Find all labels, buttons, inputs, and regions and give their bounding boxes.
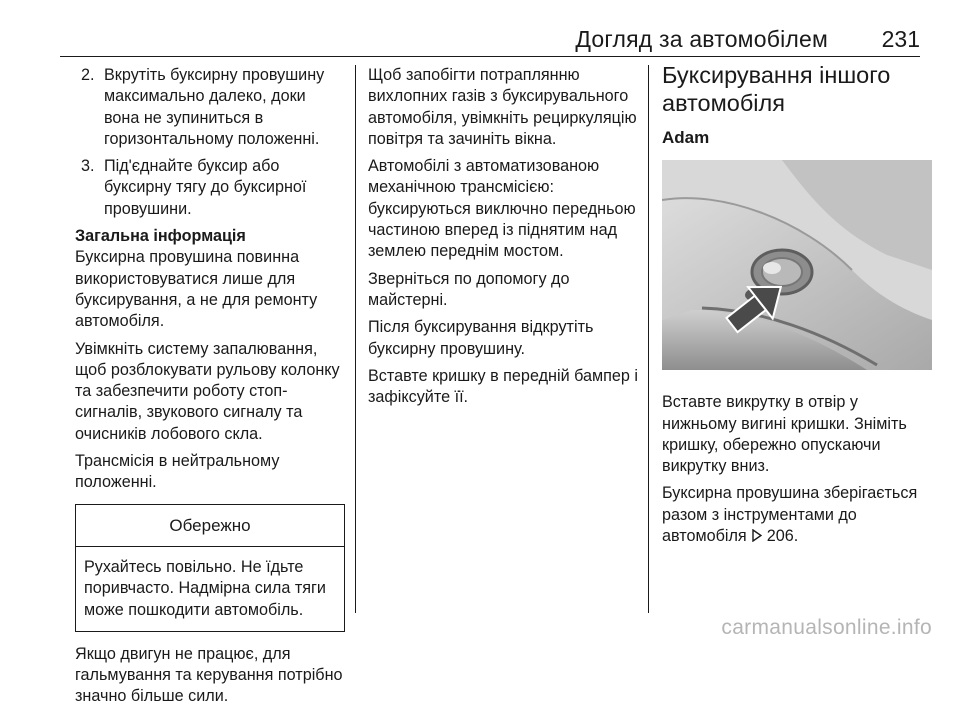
column-3	[662, 62, 932, 553]
paragraph: Зверніться по допомогу до майстерні.	[368, 269, 570, 309]
watermark: carmanualsonline.info	[721, 616, 932, 639]
paragraph: Трансмісія в нейтральному положенні.	[75, 452, 280, 492]
paragraph	[662, 483, 932, 547]
page-number: 231	[881, 26, 920, 52]
paragraph: Буксирна провушина повинна використовуватися лише для буксирування, а не для ремонту автомобіля.	[75, 248, 318, 331]
reference-page-link[interactable]: 206.	[766, 527, 799, 546]
section-title: Догляд за автомобілем	[575, 26, 828, 52]
section-heading: Буксирування іншого автомобіля	[662, 62, 891, 116]
caution-title: Обережно	[76, 505, 344, 547]
page-header	[60, 22, 920, 58]
paragraph: Вставте викрутку в отвір у нижньому вигині кришки. Зніміть кришку, обережно опускаючи викрутку вниз.	[662, 393, 907, 476]
model-subheading: Adam	[662, 128, 710, 147]
bumper-cover-photo	[662, 160, 932, 370]
column-2	[368, 65, 638, 414]
column-divider-1	[355, 65, 356, 613]
step-number: 2.	[81, 66, 95, 84]
storage-text: Буксирна провушина зберігається разом з інструментами до автомобіля	[662, 484, 918, 546]
paragraph: Щоб запобігти потраплянню вихлопних газів з буксирувального автомобіля, увімкніть рециркуляцію повітря та зачиніть вікна.	[368, 66, 637, 148]
caution-text: Рухайтесь повільно. Не їдьте поривчасто. Надмірна сила тяги може пошкодити автомобіль.	[84, 557, 326, 619]
column-1	[75, 65, 345, 714]
header-divider	[60, 56, 920, 57]
steps-list	[75, 65, 345, 220]
caution-box	[75, 504, 345, 632]
general-info-heading: Загальна інформація	[75, 227, 246, 246]
list-item	[75, 65, 345, 150]
list-item	[75, 156, 345, 220]
reference-arrow-icon[interactable]	[751, 526, 762, 547]
paragraph: Вставте кришку в передній бампер і зафіксуйте її.	[368, 366, 639, 407]
paragraph: Після буксирування відкрутіть буксирну провушину.	[368, 318, 594, 358]
paragraph: Увімкніть систему запалювання, щоб розблокувати рульову колонку та забезпечити роботу стоп-сигналів, звукового сигналу та очисників лобового скла.	[75, 339, 340, 443]
bumper-illustration	[662, 160, 932, 370]
step-text: Під'єднайте буксир або буксирну тягу до буксирної провушини.	[104, 157, 307, 218]
column-divider-2	[648, 65, 649, 613]
step-text: Вкрутіть буксирну провушину максимально далеко, доки вона не зупиниться в горизонтальному положенні.	[104, 66, 325, 148]
paragraph: Автомобілі з автоматизованою механічною трансмісією: буксируються виключно передньою частиною вперед із піднятим над землею переднім мостом.	[368, 157, 636, 261]
paragraph: Якщо двигун не працює, для гальмування та керування потрібно значно більше сили.	[75, 644, 343, 706]
step-number: 3.	[81, 157, 95, 176]
